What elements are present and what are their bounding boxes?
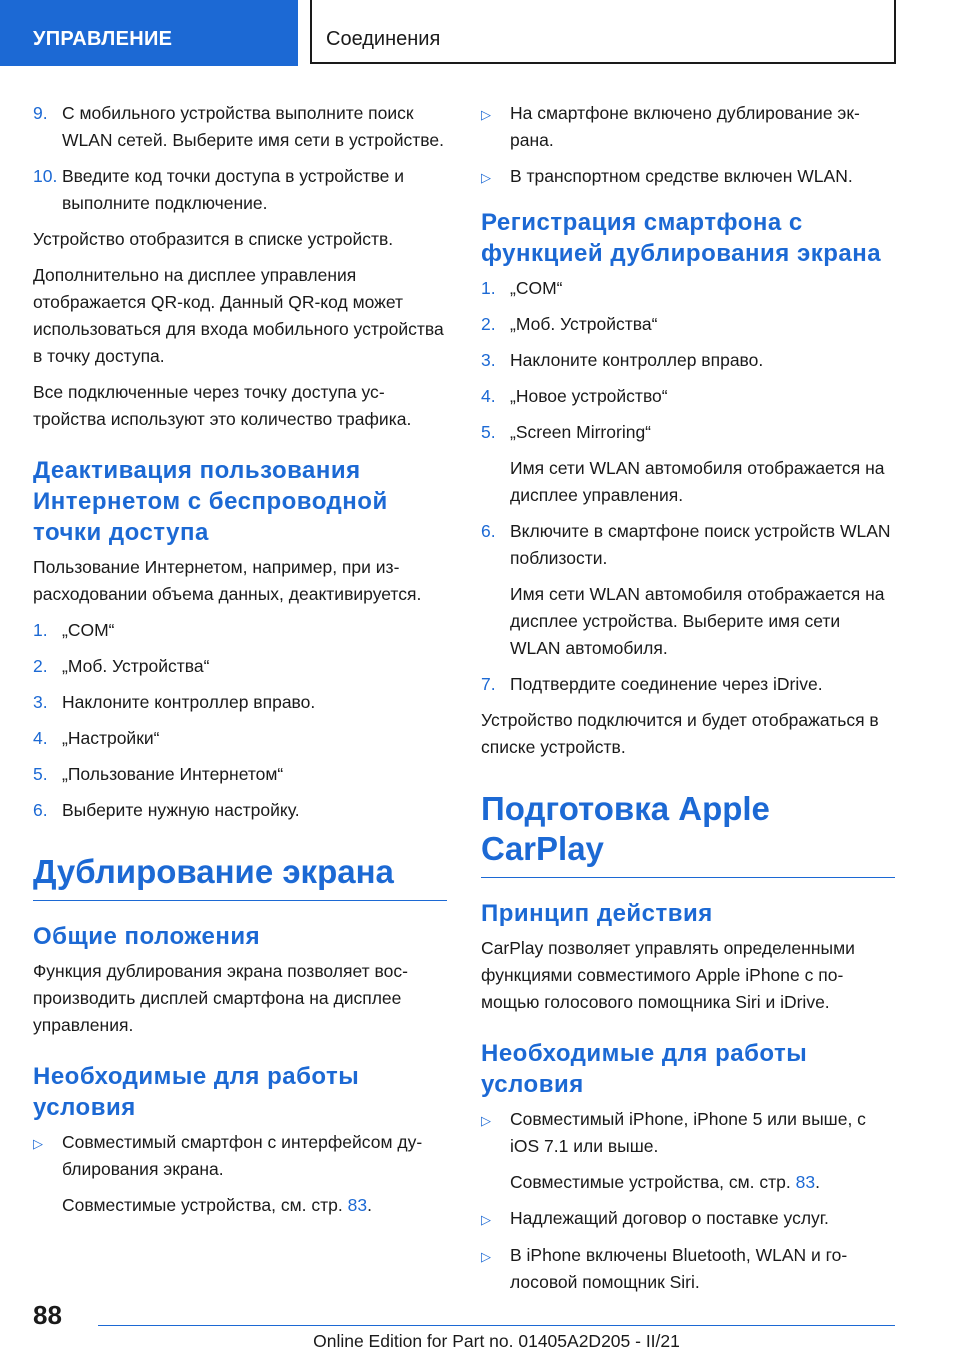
list-item	[33, 163, 447, 217]
step-number: 2.	[33, 656, 48, 676]
list-item	[481, 383, 895, 410]
triangle-bullet-icon: ▷	[481, 1113, 491, 1128]
list-item	[481, 100, 895, 154]
paragraph: Пользование Интернетом, например, при израсходовании объема данных, деактивируется.	[33, 557, 422, 604]
right-column	[481, 100, 895, 1305]
bullet-text: В транспортном средстве включен WLAN.	[510, 166, 853, 186]
bullet-text: Совместимый iPhone, iPhone 5 или выше, с iOS 7.1 или выше.	[510, 1109, 866, 1156]
step-number: 1.	[481, 278, 496, 298]
step-number: 9.	[33, 103, 48, 123]
triangle-bullet-icon: ▷	[481, 1249, 491, 1264]
heading-requirements: Необходимые для работы условия	[33, 1063, 360, 1121]
bullet-subtext: Совместимые устройства, см. стр. 83.	[62, 1195, 372, 1215]
heading-deactivate-hotspot: Деактивация пользования Интернетом с беспроводной точки доступа	[33, 457, 388, 546]
step-text: Включите в смартфоне поиск устройств WLAN поблизости.	[510, 521, 891, 568]
step-text: С мобильного устройства выполните поиск WLAN сетей. Выберите имя сети в устройстве.	[62, 103, 444, 150]
triangle-bullet-icon: ▷	[481, 170, 491, 185]
chapter-title: Соединения	[326, 28, 441, 50]
list-item	[481, 163, 895, 191]
section-tab	[0, 0, 298, 66]
step-text: „Screen Mirroring“	[510, 422, 651, 442]
paragraph: Дополнительно на дисплее управления отображается QR-код. Данный QR-код может использоваться для входа мобильного устройства в точку доступа.	[33, 265, 444, 366]
list-item	[33, 1129, 447, 1219]
triangle-bullet-icon: ▷	[481, 1212, 491, 1227]
heading-register-smartphone: Регистрация смартфона с функцией дублирования экрана	[481, 209, 882, 267]
heading-requirements: Необходимые для работы условия	[481, 1040, 808, 1098]
list-item	[481, 311, 895, 338]
list-item	[481, 347, 895, 374]
list-item	[481, 419, 895, 509]
step-number: 6.	[481, 521, 496, 541]
heading-principle: Принцип действия	[481, 900, 713, 927]
step-text: „Моб. Устройства“	[510, 314, 658, 334]
paragraph: Устройство подключится и будет отображаться в списке устройств.	[481, 710, 879, 757]
bullet-subtext: Совместимые устройства, см. стр. 83.	[510, 1172, 820, 1192]
step-number: 1.	[33, 620, 48, 640]
paragraph: CarPlay позволяет управлять определенными функциями совместимого Apple iPhone с помощью голосового помощника Siri и iDrive.	[481, 938, 855, 1012]
step-text: Введите код точки доступа в устройстве и выполните подключение.	[62, 166, 405, 213]
paragraph: Устройство отобразится в списке устройств.	[33, 229, 394, 249]
footer-edition: Online Edition for Part no. 01405A2D205 - II/21	[313, 1331, 680, 1351]
page-link[interactable]: 83	[795, 1172, 816, 1192]
step-subtext: Имя сети WLAN автомобиля отображается на дисплее управления.	[510, 458, 885, 505]
step-text: Подтвердите соединение через iDrive.	[510, 674, 823, 694]
step-number: 6.	[33, 800, 48, 820]
triangle-bullet-icon: ▷	[33, 1136, 43, 1151]
page-number: 88	[33, 1300, 62, 1330]
step-text: „COM“	[62, 620, 115, 640]
list-item	[33, 689, 447, 716]
list-item	[481, 518, 895, 662]
step-number: 4.	[481, 386, 496, 406]
step-text: „Настройки“	[62, 728, 160, 748]
step-text: „Моб. Устройства“	[62, 656, 210, 676]
step-text: „Пользование Интернетом“	[62, 764, 284, 784]
step-number: 4.	[33, 728, 48, 748]
step-number: 10.	[33, 166, 58, 186]
step-number: 7.	[481, 674, 496, 694]
step-text: „COM“	[510, 278, 563, 298]
list-item	[481, 275, 895, 302]
list-item	[33, 653, 447, 680]
step-text: „Новое устройство“	[510, 386, 668, 406]
list-item	[33, 617, 447, 644]
heading-apple-carplay: Подготовка Apple CarPlay	[481, 789, 895, 878]
list-item	[481, 1106, 895, 1196]
step-text: Наклоните контроллер вправо.	[62, 692, 316, 712]
step-number: 5.	[33, 764, 48, 784]
footer-divider	[98, 1325, 895, 1326]
list-item	[33, 797, 447, 824]
bullet-text: На смартфоне включено дублирование экрана.	[510, 103, 860, 150]
list-item	[481, 1205, 895, 1233]
list-item	[481, 671, 895, 698]
step-text: Наклоните контроллер вправо.	[510, 350, 764, 370]
step-number: 3.	[481, 350, 496, 370]
page-link[interactable]: 83	[347, 1195, 368, 1215]
paragraph: Функция дублирования экрана позволяет воспроизводить дисплей смартфона на дисплее управления.	[33, 961, 408, 1035]
heading-screen-mirroring: Дублирование экрана	[33, 852, 447, 901]
bullet-text: Совместимый смартфон с интерфейсом дублирования экрана.	[62, 1132, 423, 1179]
list-item	[33, 761, 447, 788]
step-text: Выберите нужную настройку.	[62, 800, 300, 820]
list-item	[33, 100, 447, 154]
step-number: 2.	[481, 314, 496, 334]
list-item	[33, 725, 447, 752]
triangle-bullet-icon: ▷	[481, 107, 491, 122]
bullet-text: Надлежащий договор о поставке услуг.	[510, 1208, 829, 1228]
section-title: УПРАВЛЕНИЕ	[33, 28, 173, 50]
bullet-text: В iPhone включены Bluetooth, WLAN и голосовой помощник Siri.	[510, 1245, 848, 1292]
step-subtext: Имя сети WLAN автомобиля отображается на дисплее устройства. Выберите имя сети WLAN автомобиля.	[510, 584, 885, 658]
list-item	[481, 1242, 895, 1296]
heading-general: Общие положения	[33, 923, 261, 950]
left-column	[33, 100, 447, 1228]
step-number: 5.	[481, 422, 496, 442]
step-number: 3.	[33, 692, 48, 712]
paragraph: Все подключенные через точку доступа устройства используют это количество трафика.	[33, 382, 412, 429]
chapter-header	[310, 0, 896, 64]
